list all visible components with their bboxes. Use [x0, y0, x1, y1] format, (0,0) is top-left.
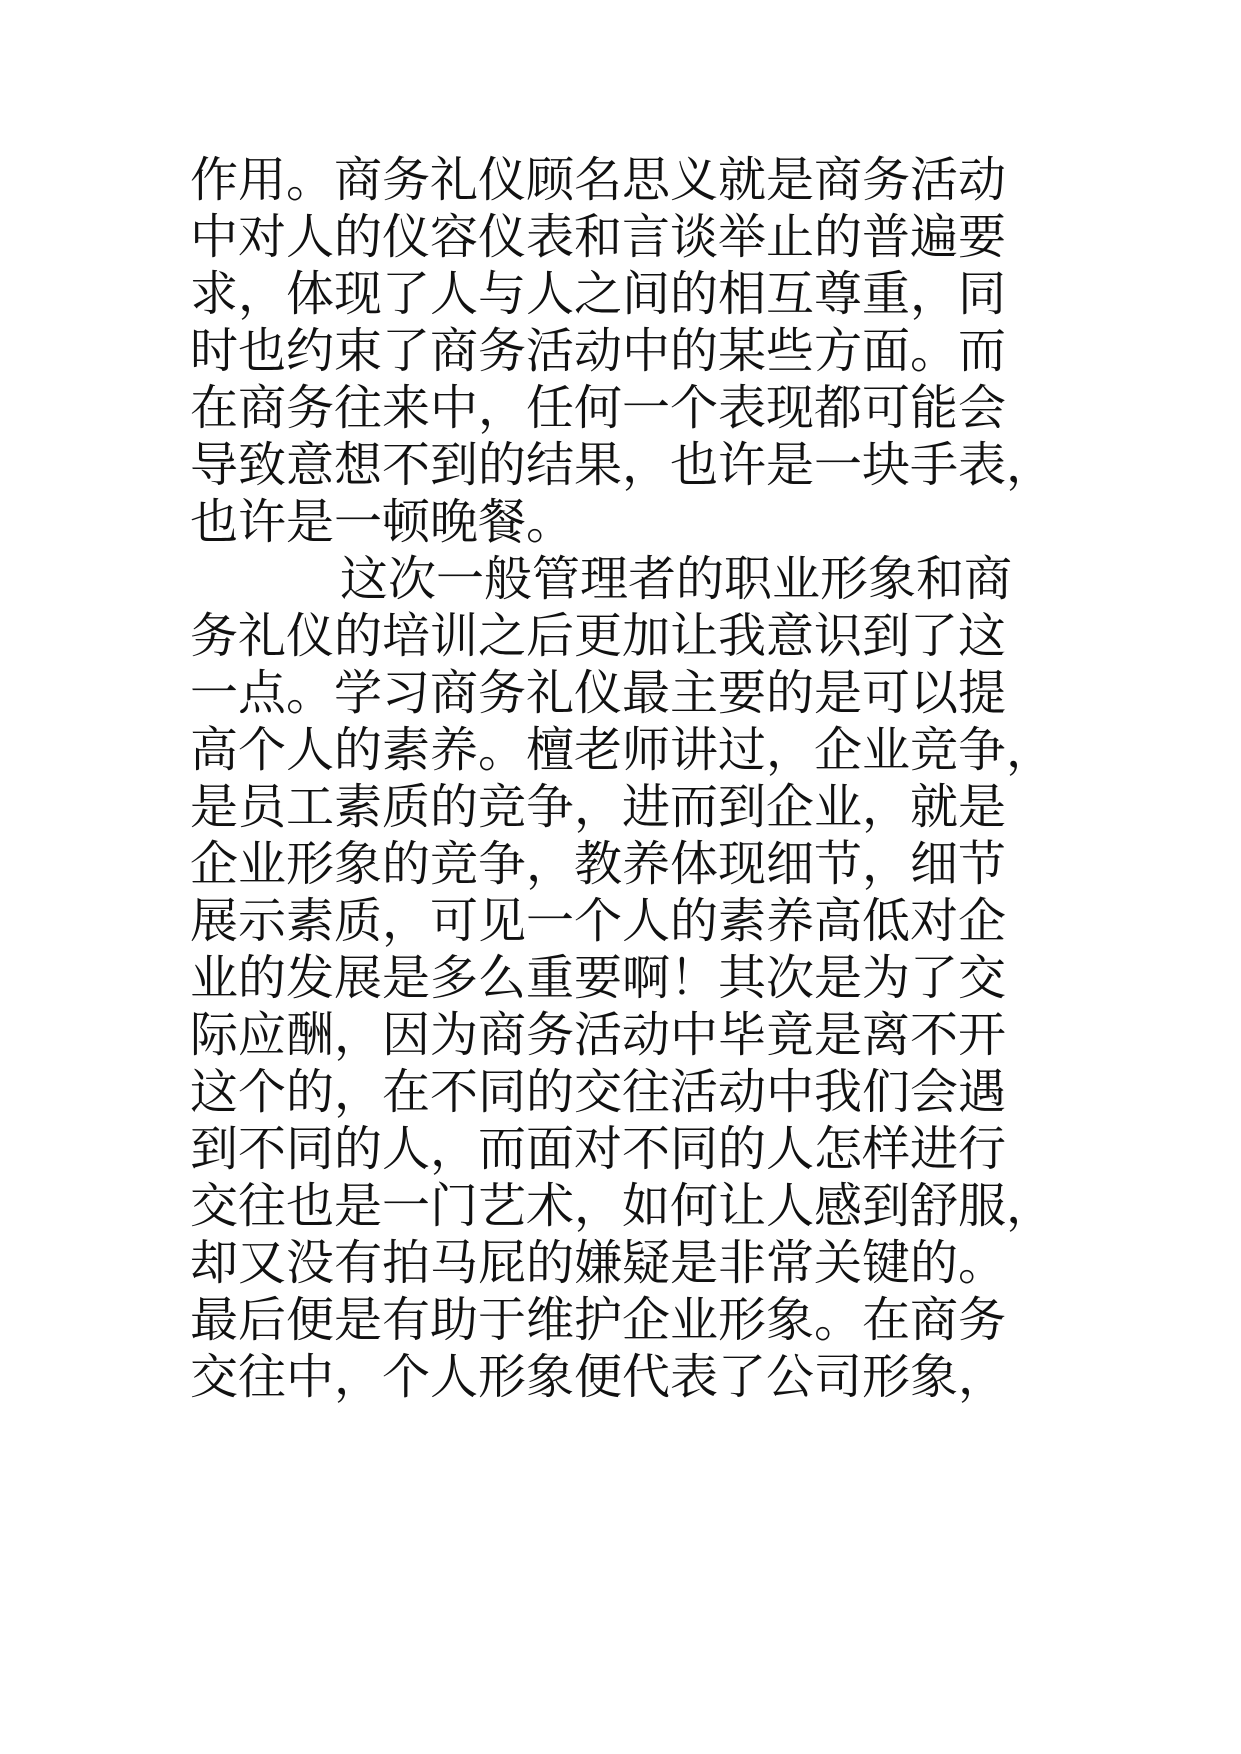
paragraph-line: 一点。学习商务礼仪最主要的是可以提 [190, 665, 1007, 721]
paragraph-line: 这个的，在不同的交往活动中我们会遇 [190, 1064, 1007, 1120]
paragraph-line: 导致意想不到的结果，也许是一块手表， [190, 437, 1055, 493]
paragraph-line: 作用。商务礼仪顾名思义就是商务活动 [190, 152, 1007, 208]
paragraph-line: 在商务往来中，任何一个表现都可能会 [190, 380, 1007, 436]
paragraph-line: 却又没有拍马屁的嫌疑是非常关键的。 [190, 1235, 1007, 1291]
paragraph-line: 际应酬，因为商务活动中毕竟是离不开 [190, 1007, 1007, 1063]
paragraph-line: 展示素质，可见一个人的素养高低对企 [190, 893, 1007, 949]
paragraph-line: 交往中，个人形象便代表了公司形象， [190, 1349, 1007, 1405]
body-text [190, 152, 1070, 1406]
paragraph-line: 务礼仪的培训之后更加让我意识到了这 [190, 608, 1007, 664]
paragraph-line: 中对人的仪容仪表和言谈举止的普遍要 [190, 209, 1007, 265]
paragraph-line: 求，体现了人与人之间的相互尊重，同 [190, 266, 1007, 322]
paragraph-line: 最后便是有助于维护企业形象。在商务 [190, 1292, 1007, 1348]
paragraph-line: 时也约束了商务活动中的某些方面。而 [190, 323, 1007, 379]
paragraph-line: 也许是一顿晚餐。 [190, 494, 575, 550]
paragraph-line: 高个人的素养。檀老师讲过，企业竞争， [190, 722, 1055, 778]
paragraph-first-line: 这次一般管理者的职业形象和商 [340, 551, 1013, 607]
paragraph-line: 企业形象的竞争，教养体现细节，细节 [190, 836, 1007, 892]
paragraph-line: 到不同的人，而面对不同的人怎样进行 [190, 1121, 1007, 1177]
paragraph-line: 交往也是一门艺术，如何让人感到舒服， [190, 1178, 1055, 1234]
paragraph-line: 业的发展是多么重要啊！其次是为了交 [190, 950, 1007, 1006]
paragraph-line: 是员工素质的竞争，进而到企业，就是 [190, 779, 1007, 835]
